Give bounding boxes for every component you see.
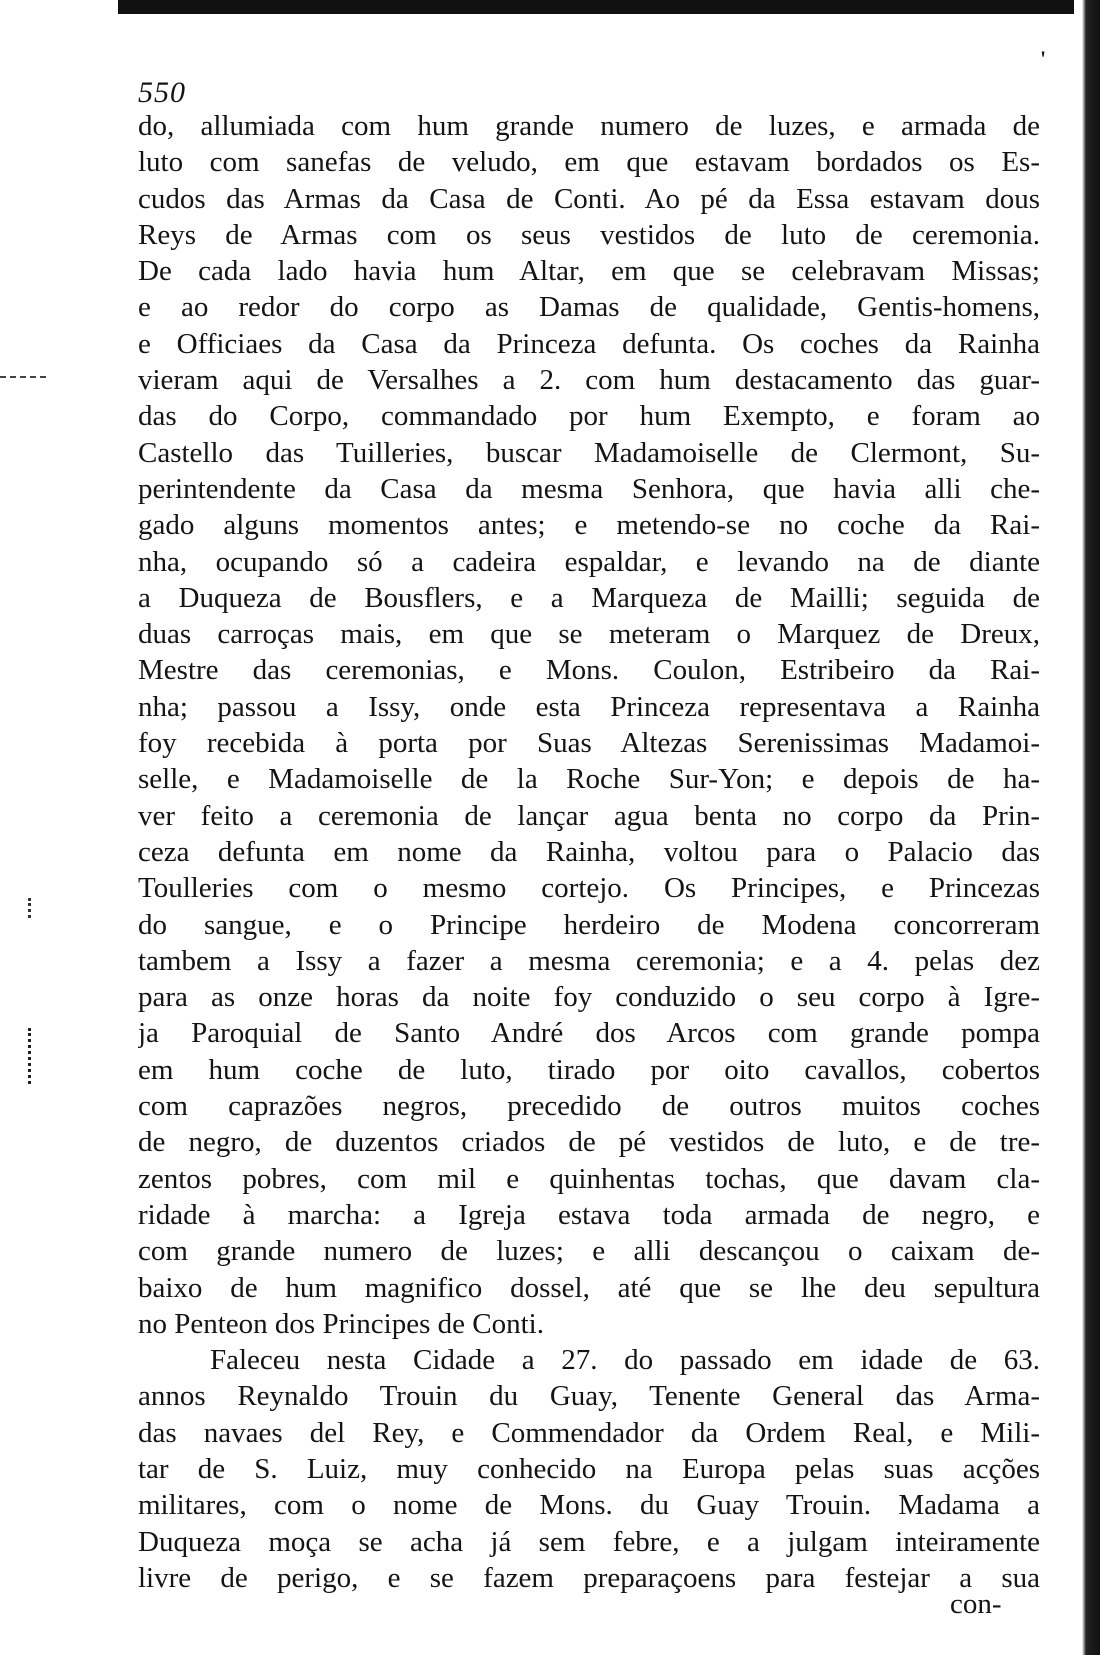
text-line: duas carroças mais, em que se meteram o Marquez de Dreux, [138,618,1040,651]
text-line: do, allumiada com hum grande numero de luzes, e armada de [138,110,1040,142]
text-line: foy recebida à porta por Suas Altezas Serenissimas Madamoi- [138,727,1040,760]
text-line: nha, ocupando só a cadeira espaldar, e levando na de diante [138,545,1040,578]
body-text [138,108,1040,1596]
text-line: livre de perigo, e se fazem preparaçoens para festejar a sua [138,1561,1040,1594]
top-border-rule [118,0,1100,14]
text-line: Reys de Armas com os seus vestidos de luto de ceremonia. [138,218,1040,251]
margin-mark [28,1028,43,1084]
text-line: das do Corpo, commandado por hum Exempto, e foram ao [138,400,1040,433]
text-line: das navaes del Rey, e Commendador da Ordem Real, e Mili- [138,1416,1040,1449]
text-line: annos Reynaldo Trouin du Guay, Tenente General das Arma- [138,1380,1040,1413]
text-line: Toulleries com o mesmo cortejo. Os Principes, e Princezas [138,872,1040,905]
margin-mark [0,376,46,382]
text-line: ceza defunta em nome da Rainha, voltou para o Palacio das [138,835,1040,868]
text-line: tambem a Issy a fazer a mesma ceremonia; e a 4. pelas dez [138,944,1040,977]
text-line: gado alguns momentos antes; e metendo-se no coche da Rai- [138,509,1040,542]
text-line: cudos das Armas da Casa de Conti. Ao pé da Essa estavam dous [138,182,1040,215]
margin-mark [28,898,43,918]
text-line: de negro, de duzentos criados de pé vestidos de luto, e de tre- [138,1126,1040,1159]
text-line: com caprazões negros, precedido de outros muitos coches [138,1090,1040,1123]
text-line: luto com sanefas de veludo, em que estavam bordados os Es- [138,146,1040,179]
text-line: Duqueza moça se acha já sem febre, e a julgam inteiramente [138,1525,1040,1558]
text-line: e Officiaes da Casa da Princeza defunta. Os coches da Rainha [138,327,1040,360]
text-line: zentos pobres, com mil e quinhentas tochas, que davam cla- [138,1162,1040,1195]
text-line: ridade à marcha: a Igreja estava toda armada de negro, e [138,1198,1040,1231]
text-line: Faleceu nesta Cidade a 27. do passado em idade de 63. [210,1344,1040,1377]
text-line: militares, com o nome de Mons. du Guay Trouin. Madama a [138,1489,1040,1522]
text-line: baixo de hum magnifico dossel, até que se lhe deu sepultura [138,1271,1040,1304]
text-line: e ao redor do corpo as Damas de qualidade, Gentis-homens, [138,291,1040,324]
text-line: vieram aqui de Versalhes a 2. com hum destacamento das guar- [138,364,1040,397]
text-line: com grande numero de luzes; e alli descançou o caixam de- [138,1235,1040,1268]
catchword: con- [950,1588,1002,1620]
text-line: Mestre das ceremonias, e Mons. Coulon, Estribeiro da Rai- [138,654,1040,687]
text-line: para as onze horas da noite foy conduzido o seu corpo à Igre- [138,981,1040,1014]
text-line: nha; passou a Issy, onde esta Princeza representava a Rainha [138,690,1040,723]
page-number: 550 [138,76,186,109]
text-line: selle, e Madamoiselle de la Roche Sur-Yon; e depois de ha- [138,763,1040,796]
text-line: Castello das Tuilleries, buscar Madamoiselle de Clermont, Su- [138,436,1040,469]
text-line: a Duqueza de Bousflers, e a Marqueza de Mailli; seguida de [138,581,1040,614]
text-line: perintendente da Casa da mesma Senhora, que havia alli che- [138,472,1040,505]
text-line: ver feito a ceremonia de lançar agua benta no corpo da Prin- [138,799,1040,832]
text-line: em hum coche de luto, tirado por oito cavallos, cobertos [138,1053,1040,1086]
text-line: do sangue, e o Principe herdeiro de Modena concorreram [138,908,1040,941]
page-right-edge-shadow [1074,0,1100,1655]
text-line: no Penteon dos Principes de Conti. [138,1307,544,1340]
text-line: ja Paroquial de Santo André dos Arcos com grande pompa [138,1017,1040,1050]
text-line: De cada lado havia hum Altar, em que se celebravam Missas; [138,255,1040,288]
corner-mark: ' [1040,46,1047,71]
text-line: tar de S. Luiz, muy conhecido na Europa pelas suas acções [138,1452,1040,1485]
